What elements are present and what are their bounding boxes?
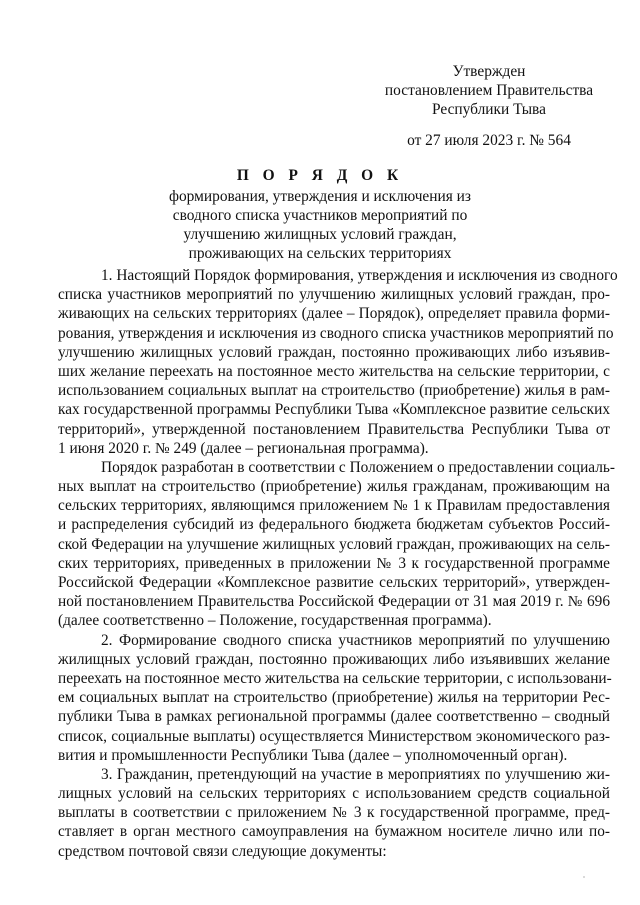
paragraph-line: выплаты в соответствии с приложением № 3 к государственной программе, пред- <box>58 804 610 822</box>
paragraph <box>58 765 610 861</box>
approval-stamp <box>383 62 595 150</box>
paragraph-line: сельских территориях, являющимся приложением № 1 к Правилам предоставления <box>58 497 610 515</box>
paragraph-line: улучшению жилищных условий граждан, постоянно проживающих либо изъявив- <box>58 343 610 361</box>
paragraph-line: 1. Настоящий Порядок формирования, утверждения и исключения из сводного <box>101 267 618 284</box>
title-heading: П О Р Я Д О К <box>236 167 404 184</box>
paragraph-line: территорий», утвержденной постановлением Правительства Республики Тыва от <box>58 420 610 438</box>
paragraph-line: и распределения субсидий из федерального бюджета бюджетам субъектов Россий- <box>58 516 610 534</box>
paragraph-line: ской Федерации на улучшение жилищных условий граждан, проживающих на сель- <box>58 535 610 553</box>
paragraph-line: средством почтовой связи следующие документы: <box>58 842 387 860</box>
paragraph-line: ших желание переехать на постоянное место жительства на сельские территории, с <box>58 362 610 380</box>
paragraph-line: 1 июня 2020 г. № 249 (далее – региональная программа). <box>58 439 429 457</box>
document-title <box>140 166 500 263</box>
paragraph-line: ем социальных выплат на строительство (приобретение) жилья на территории Рес- <box>58 689 610 707</box>
paragraph-line: живающих на сельских территориях (далее – Порядок), определяет правила форми- <box>58 305 610 323</box>
paragraph-line: ских территориях, приведенных в приложении № 3 к государственной программе <box>58 554 610 572</box>
scan-speck <box>583 876 585 878</box>
paragraph <box>58 631 610 765</box>
approval-line: Утвержден <box>452 63 526 80</box>
paragraph-line: публики Тыва в рамках региональной программы (далее соответственно – сводный <box>58 708 610 726</box>
paragraph-line: ставляет в орган местного самоуправления на бумажном носителе лично или по- <box>58 823 610 841</box>
paragraph <box>58 266 618 458</box>
paragraph-line: 3. Гражданин, претендующий на участие в мероприятиях по улучшению жи- <box>101 765 610 783</box>
title-subtitle-line: сводного списка участников мероприятий по <box>172 207 468 224</box>
paragraph-line: ных выплат на строительство (приобретение) жилья гражданам, проживающим на <box>58 478 610 496</box>
title-subtitle-line: формирования, утверждения и исключения из <box>169 188 471 205</box>
paragraph-line: использованием социальных выплат на строительство (приобретение) жилья в рам- <box>58 382 610 400</box>
paragraph-line: ной постановлением Правительства Российской Федерации от 31 мая 2019 г. № 696 <box>58 593 610 611</box>
paragraph-line: вития и промышленности Республики Тыва (далее – уполномоченный орган). <box>58 746 568 764</box>
approval-line: постановлением Правительства <box>384 82 594 99</box>
paragraph-line: лищных условий на сельских территориях с использованием средств социальной <box>58 785 610 803</box>
paragraph-line: (далее соответственно – Положение, государственная программа). <box>58 612 492 630</box>
approval-line: Республики Тыва <box>432 101 546 118</box>
paragraph-line: Российской Федерации «Комплексное развитие сельских территорий», утвержден- <box>58 574 610 591</box>
paragraph-line: 2. Формирование сводного списка участников мероприятий по улучшению <box>101 631 610 649</box>
approval-date: от 27 июля 2023 г. № 564 <box>407 132 571 149</box>
paragraph-line: списка участников мероприятий по улучшению жилищных условий граждан, про- <box>58 286 610 304</box>
title-subtitle-line: проживающих на сельских территориях <box>188 245 452 262</box>
paragraph-line: переехать на постоянное место жительства на сельские территории, с использовани- <box>58 669 612 687</box>
document-body <box>58 266 618 861</box>
paragraph <box>58 458 616 631</box>
paragraph-line: рования, утверждения и исключения из сводного списка участников мероприятий по <box>58 324 614 342</box>
paragraph-line: ках государственной программы Республики Тыва «Комплексное развитие сельских <box>58 401 610 419</box>
paragraph-line: список, социальные выплаты) осуществляется Министерством экономического раз- <box>58 727 610 745</box>
paragraph-line: Порядок разработан в соответствии с Положением о предоставлении социаль- <box>101 458 616 476</box>
title-subtitle-line: улучшению жилищных условий граждан, <box>183 226 457 243</box>
paragraph-line: жилищных условий граждан, постоянно проживающих либо изъявивших желание <box>58 650 610 668</box>
